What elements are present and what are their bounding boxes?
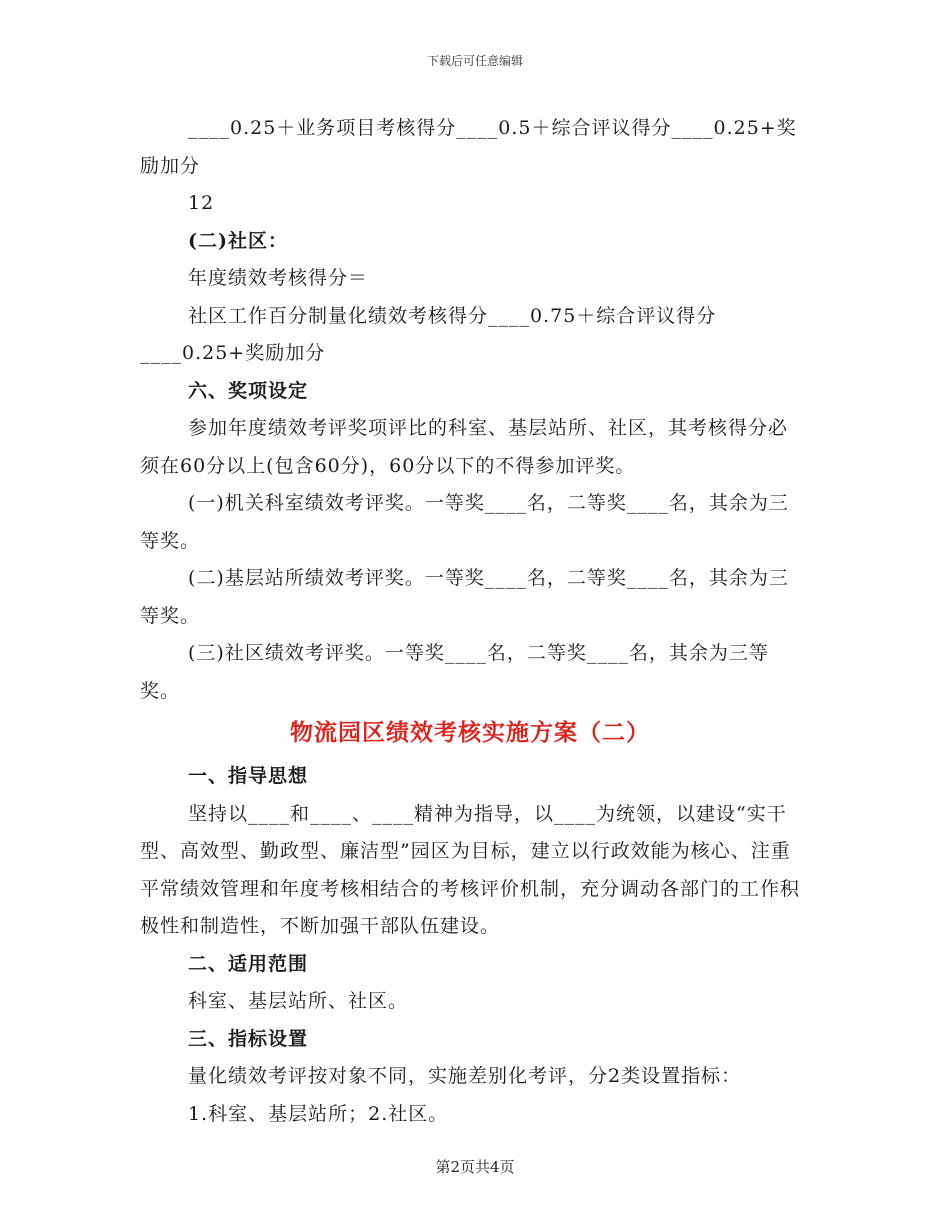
paragraph-award-3: (三)社区绩效考评奖。一等奖____名，二等奖____名，其余为三等奖。 bbox=[140, 642, 769, 702]
paragraph-award-2: (二)基层站所绩效考评奖。一等奖____名，二等奖____名，其余为三等奖。 bbox=[140, 567, 789, 627]
paragraph-guiding-thought: 坚持以____和____、____精神为指导，以____为统领，以建设“实干型、高效型、勤政型、廉洁型”园区为目标，建立以行政效能为核心、注重平常绩效管理和年度考核相结合的考核评价机制，充分调动各部门的工作积极性和制造性，不断加强干部队伍建设。 bbox=[140, 802, 801, 937]
page-header-note: 下载后可任意编辑 bbox=[426, 54, 523, 68]
paragraph-awards-intro: 参加年度绩效考评奖项评比的科室、基层站所、社区，其考核得分必须在60分以上(包含60分)，60分以下的不得参加评奖。 bbox=[140, 417, 789, 477]
paragraph-indicator-list: 1.科室、基层站所；2.社区。 bbox=[188, 1102, 449, 1125]
paragraph-indicators: 量化绩效考评按对象不同，实施差别化考评，分2类设置指标： bbox=[188, 1065, 742, 1087]
document-body bbox=[140, 110, 800, 1133]
formula-line-2: 社区工作百分制量化绩效考核得分____0.75＋综合评议得分____0.25+奖励加分 bbox=[140, 304, 717, 364]
page-number: 第2页共4页 bbox=[435, 1158, 515, 1176]
heading-awards: 六、奖项设定 bbox=[188, 379, 309, 402]
formula-line-1: ____0.25＋业务项目考核得分____0.5＋综合评议得分____0.25+奖励加分 bbox=[140, 117, 797, 177]
document-title: 物流园区绩效考核实施方案（二） bbox=[290, 719, 650, 746]
subheading-community: (二)社区： bbox=[188, 229, 288, 252]
paragraph-scope: 科室、基层站所、社区。 bbox=[188, 990, 409, 1012]
paragraph-award-1: (一)机关科室绩效考评奖。一等奖____名，二等奖____名，其余为三等奖。 bbox=[140, 492, 789, 552]
formula-label: 年度绩效考核得分＝ bbox=[188, 267, 369, 289]
formula-number: 12 bbox=[188, 192, 215, 214]
heading-guiding-thought: 一、指导思想 bbox=[188, 765, 309, 787]
heading-scope: 二、适用范围 bbox=[188, 952, 309, 975]
heading-indicators: 三、指标设置 bbox=[188, 1027, 309, 1050]
